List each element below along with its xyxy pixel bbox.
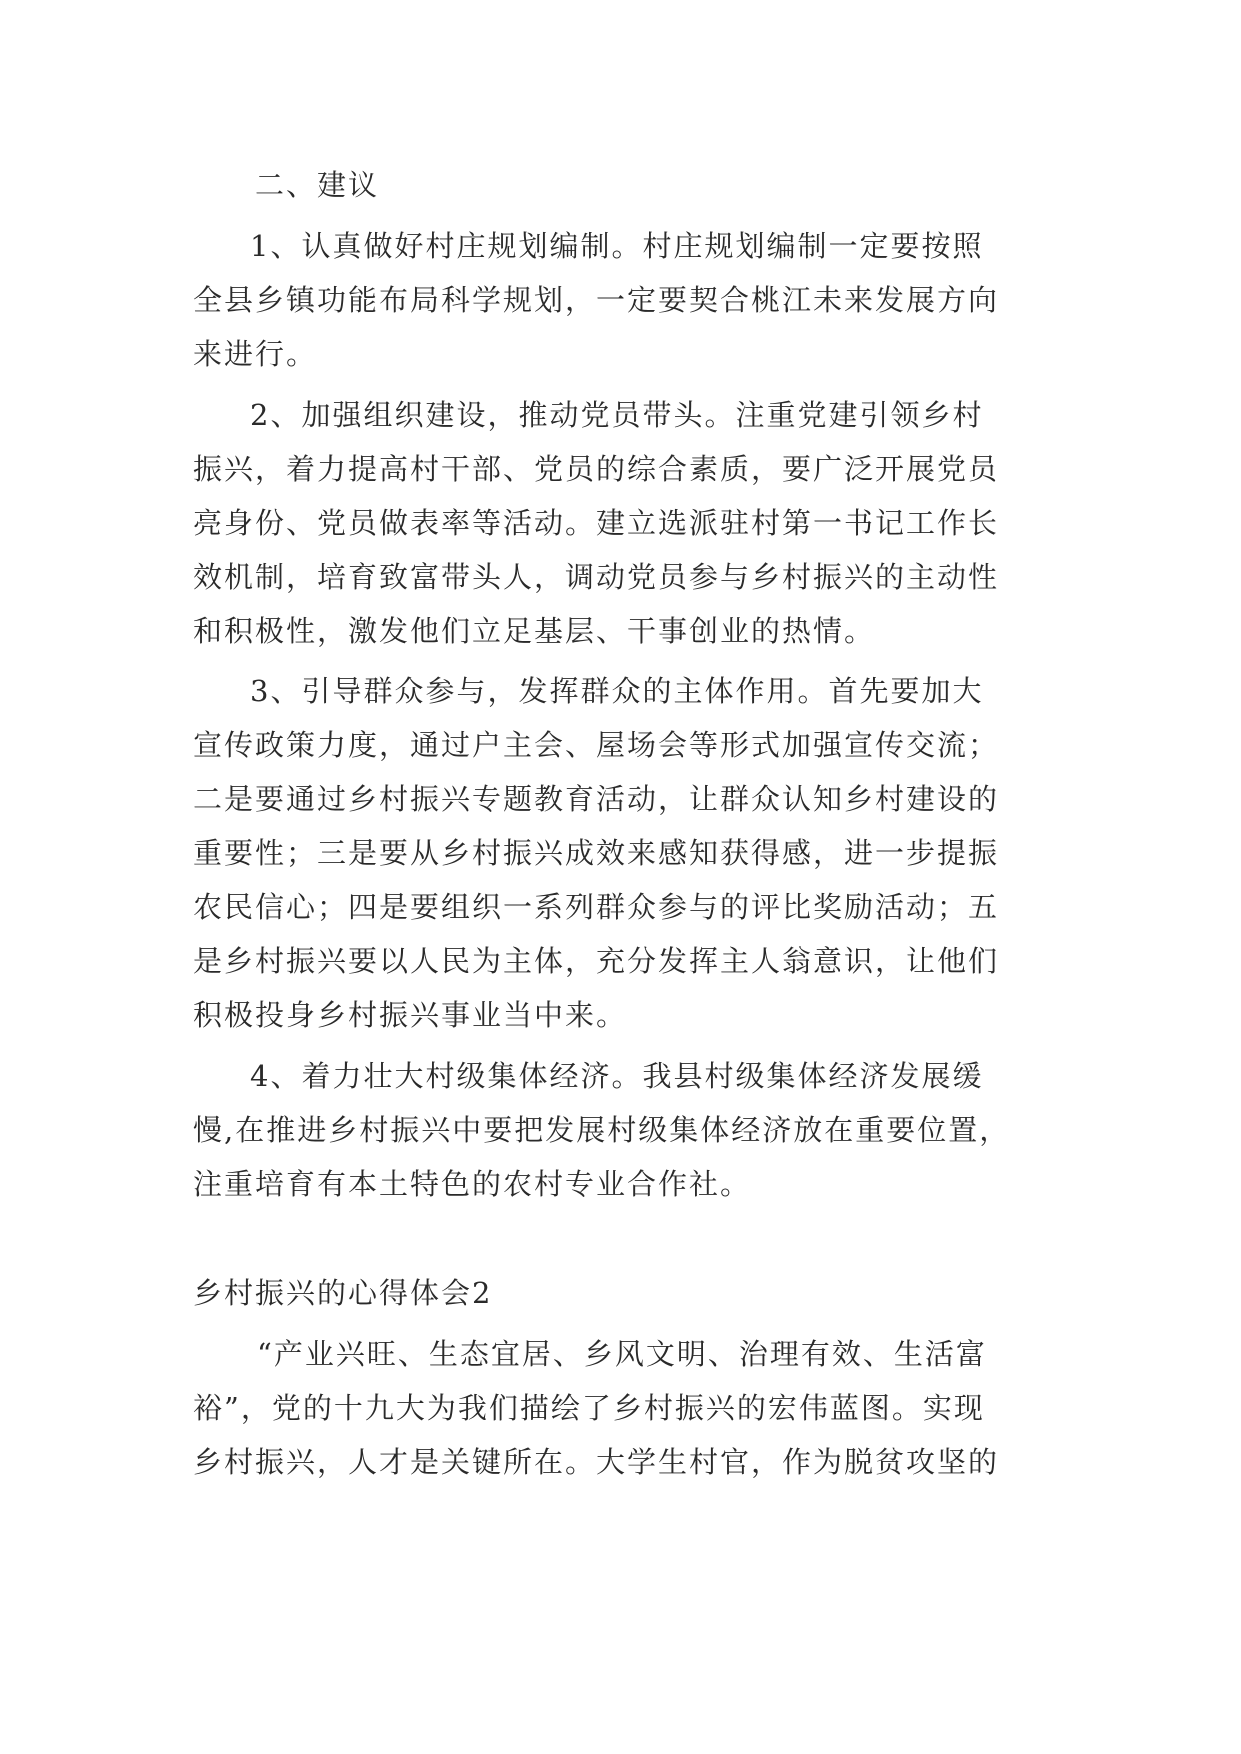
paragraph-line: 重要性；三是要从乡村振兴成效来感知获得感，进一步提振 <box>193 836 1000 870</box>
paragraph-line: 效机制，培育致富带头人，调动党员参与乡村振兴的主动性 <box>193 560 1000 594</box>
article-title: 乡村振兴的心得体会2 <box>193 1276 493 1310</box>
paragraph-line: 1、认真做好村庄规划编制。村庄规划编制一定要按照 <box>250 229 984 263</box>
paragraph-line: 慢,在推进乡村振兴中要把发展村级集体经济放在重要位置， <box>193 1113 1011 1147</box>
paragraph-line: 宣传政策力度，通过户主会、屋场会等形式加强宣传交流； <box>193 728 1000 762</box>
paragraph-line: 注重培育有本土特色的农村专业合作社。 <box>193 1167 752 1201</box>
paragraph-line: 是乡村振兴要以人民为主体，充分发挥主人翁意识，让他们 <box>193 944 1000 978</box>
paragraph-line: 3、引导群众参与，发挥群众的主体作用。首先要加大 <box>250 674 984 708</box>
paragraph-line: 2、加强组织建设，推动党员带头。注重党建引领乡村 <box>250 398 984 432</box>
paragraph-line: 积极投身乡村振兴事业当中来。 <box>193 998 628 1032</box>
article-line: “产业兴旺、生态宜居、乡风文明、治理有效、生活富 <box>257 1337 987 1371</box>
paragraph-line: 振兴，着力提高村干部、党员的综合素质，要广泛开展党员 <box>193 452 1000 486</box>
section-heading: 二、建议 <box>255 168 380 202</box>
article-line: 乡村振兴，人才是关键所在。大学生村官，作为脱贫攻坚的 <box>193 1445 1000 1479</box>
article-line: 裕”，党的十九大为我们描绘了乡村振兴的宏伟蓝图。实现 <box>193 1391 985 1425</box>
paragraph-line: 农民信心；四是要组织一系列群众参与的评比奖励活动；五 <box>193 890 1000 924</box>
paragraph-line: 亮身份、党员做表率等活动。建立选派驻村第一书记工作长 <box>193 506 1000 540</box>
paragraph-line: 全县乡镇功能布局科学规划，一定要契合桃江未来发展方向 <box>193 283 1000 317</box>
paragraph-line: 4、着力壮大村级集体经济。我县村级集体经济发展缓 <box>250 1059 984 1093</box>
paragraph-line: 二是要通过乡村振兴专题教育活动，让群众认知乡村建设的 <box>193 782 1000 816</box>
paragraph-line: 来进行。 <box>193 337 318 371</box>
paragraph-line: 和积极性，激发他们立足基层、干事创业的热情。 <box>193 614 876 648</box>
